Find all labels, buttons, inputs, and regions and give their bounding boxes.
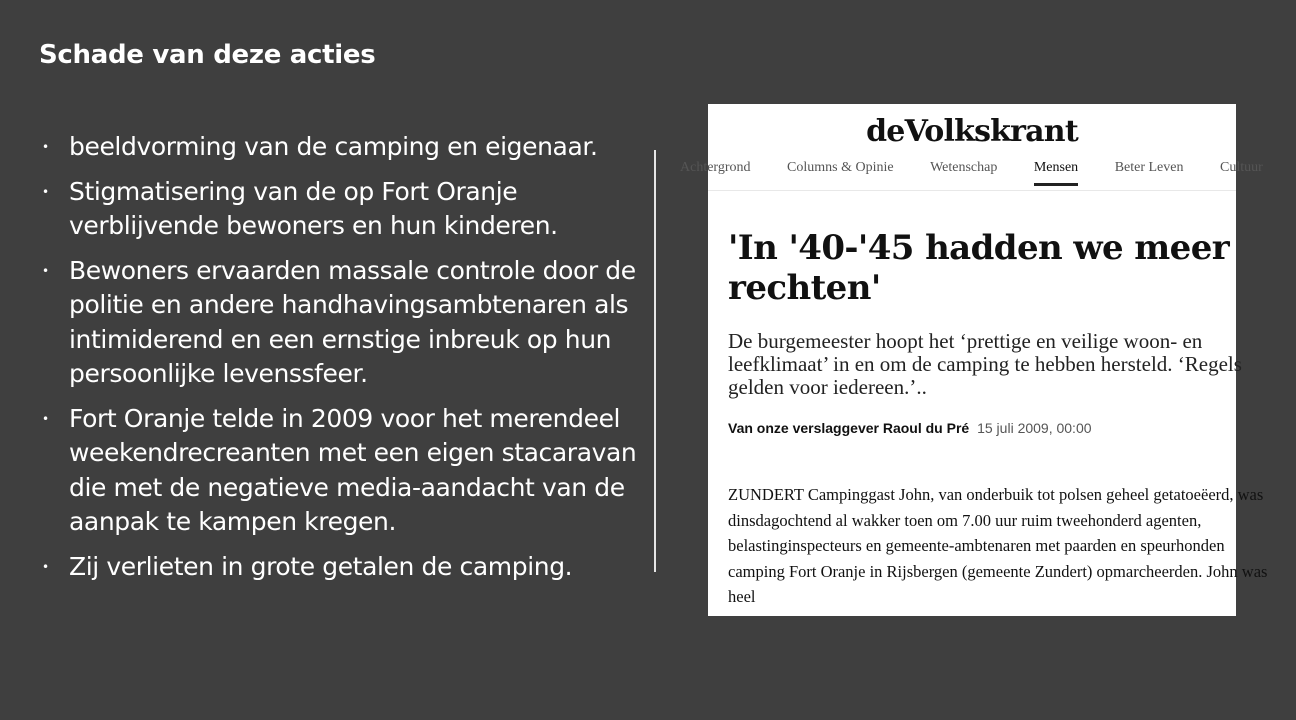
bullet-dot: • — [42, 411, 49, 426]
byline-author: Van onze verslaggever Raoul du Pré — [728, 420, 970, 436]
article-body: ZUNDERT Campinggast John, van onderbuik tot polsen geheel getatoeëerd, was dinsdagochtend al wakker toen om 7.00 uur ruim tweehonderd agenten, belastinginspecteurs en gemeente-ambtenaren met paarden en speurhonden camping Fort Oranje in Rijsbergen (gemeente Zundert) opmarcheerden. John was heel — [728, 485, 1268, 606]
bullet-item — [40, 402, 640, 540]
nav-item[interactable]: Beter Leven — [1114, 160, 1184, 175]
byline-date: 15 juli 2009, 00:00 — [977, 420, 1092, 436]
nav-item[interactable]: Achtergrond — [680, 160, 751, 175]
bullet-list — [40, 130, 640, 594]
nav-item[interactable]: Wetenschap — [930, 160, 998, 175]
bullet-item — [40, 175, 640, 244]
slide-title: Schade van deze acties — [39, 40, 376, 70]
bullet-text: Fort Oranje telde in 2009 voor het merendeel weekendrecreanten met een eigen stacaravan die met de negatieve media-aandacht van de aanpak te kampen kregen. — [69, 403, 637, 536]
bullet-text: Bewoners ervaarden massale controle door de politie en andere handhavingsambtenaren als intimiderend en een ernstige inbreuk op hun persoonlijke levenssfeer. — [69, 255, 636, 388]
article-byline — [728, 420, 1092, 436]
bullet-dot: • — [42, 184, 49, 199]
bullet-dot: • — [42, 140, 49, 154]
newspaper-nav — [680, 160, 1296, 176]
newspaper-screenshot — [680, 104, 1268, 616]
article-headline: 'In '40-'45 hadden we meer rechten' — [728, 228, 1230, 308]
newspaper-logo[interactable]: deVolkskrant — [866, 114, 1078, 149]
bullet-text: beeldvorming van de camping en eigenaar. — [69, 132, 598, 161]
nav-separator — [708, 190, 1236, 191]
nav-item[interactable]: Cultuur — [1219, 160, 1263, 175]
bullet-dot: • — [42, 263, 49, 278]
article-lead: De burgemeester hoopt het ‘prettige en veilige woon- en leefklimaat’ in en om de camping te hebben hersteld. ‘Regels gelden voor iedereen.’.. — [728, 329, 1242, 399]
bullet-text: Stigmatisering van de op Fort Oranje verblijvende bewoners en hun kinderen. — [69, 176, 558, 240]
nav-item[interactable]: Columns & Opinie — [787, 160, 894, 175]
nav-item-active[interactable]: Mensen — [1033, 160, 1079, 175]
bullet-text: Zij verlieten in grote getalen de camping. — [69, 551, 573, 581]
bullet-item — [40, 130, 640, 165]
vertical-divider — [654, 150, 656, 572]
bullet-item — [40, 254, 640, 392]
bullet-dot: • — [42, 559, 49, 574]
bullet-item — [40, 550, 640, 585]
